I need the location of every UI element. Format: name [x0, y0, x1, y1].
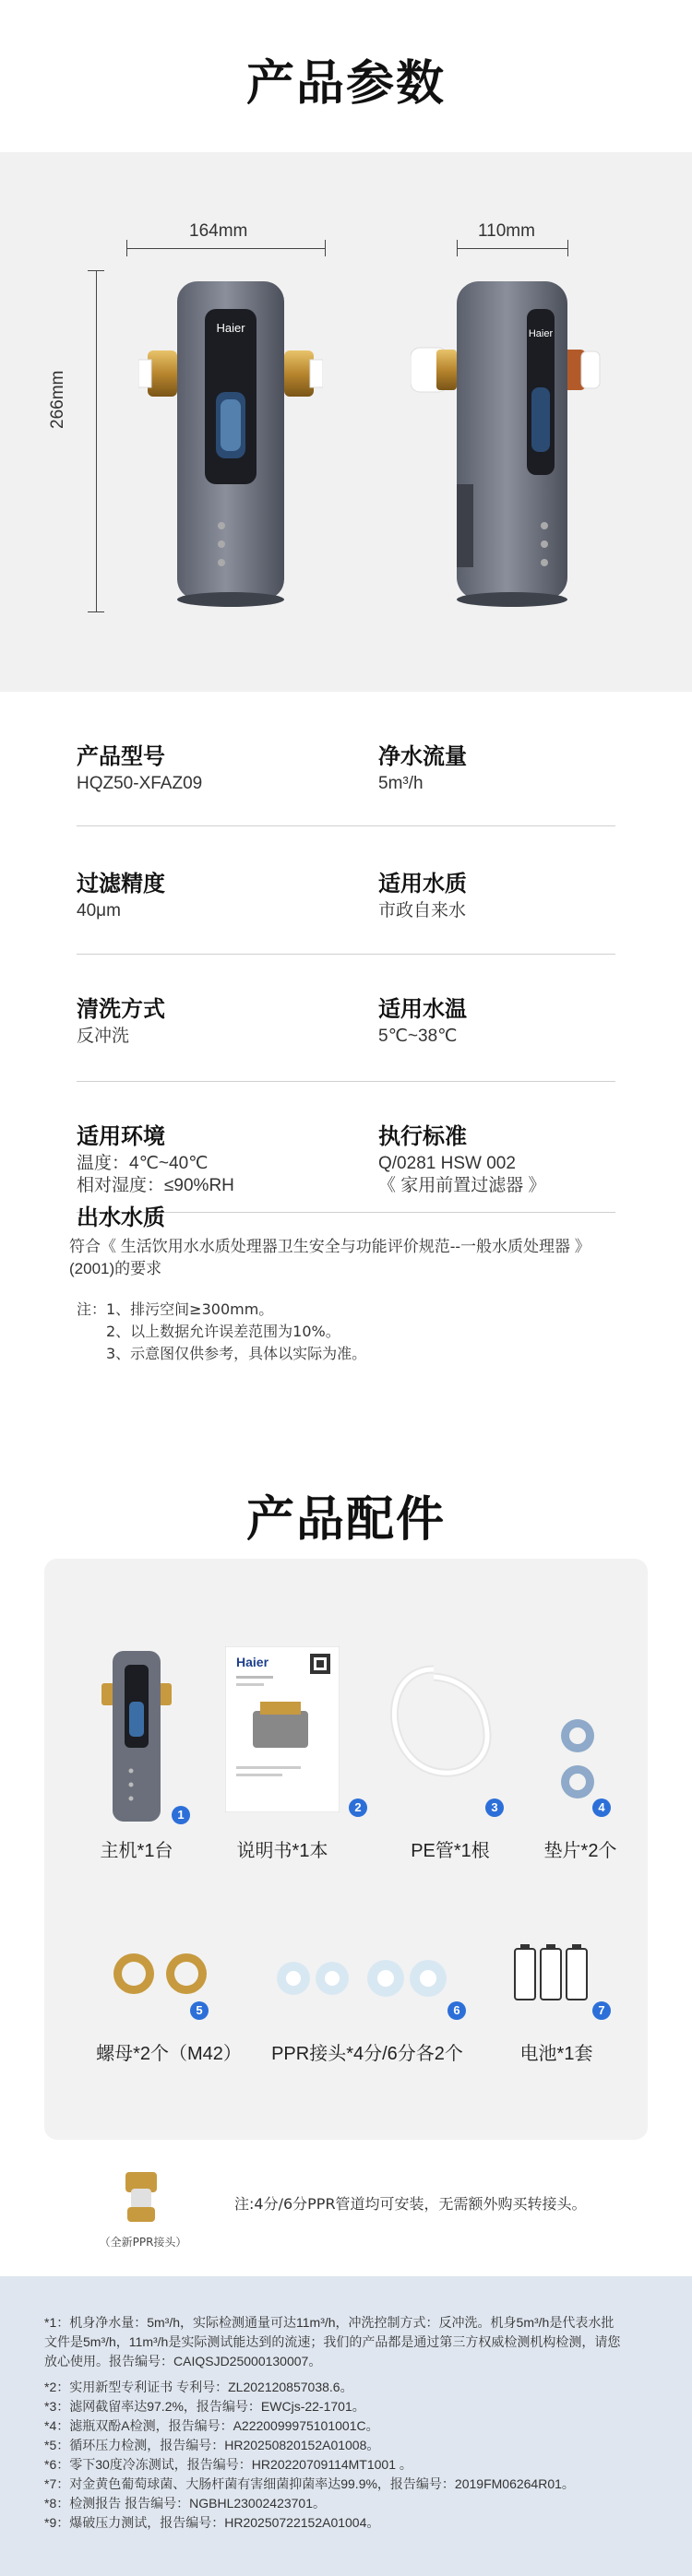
manual-image	[225, 1646, 340, 1812]
filter-front-image	[138, 263, 323, 623]
dim-tick-side-right	[567, 240, 568, 256]
spec-label-env: 适用环境	[77, 1123, 165, 1149]
accessory-label-gasket: 垫片*2个	[543, 1841, 617, 1861]
accessory-num-7: 7	[592, 2001, 611, 2020]
battery-image	[506, 1941, 598, 2006]
accessory-num-6: 6	[447, 2001, 466, 2020]
spec-label-water-type: 适用水质	[378, 871, 467, 896]
water-quality-line1: 符合《 生活饮用水水质处理器卫生安全与功能评价规范--一般水质处理器 》	[69, 1238, 591, 1255]
accessory-label-nut: 螺母*2个（M42）	[96, 2044, 242, 2064]
dim-line-front	[126, 248, 325, 249]
dim-height: 266mm	[48, 370, 67, 429]
spec-label-precision: 过滤精度	[77, 871, 165, 896]
accessory-num-1: 1	[172, 1806, 190, 1824]
remark-item: 1、排污空间≥300mm。	[106, 1300, 274, 1318]
host-image	[100, 1642, 173, 1826]
accessory-label-pe-pipe: PE管*1根	[411, 1841, 490, 1861]
spec-label-model: 产品型号	[77, 743, 165, 769]
accessory-num-3: 3	[485, 1798, 504, 1817]
spec-value-standard-name: 《 家用前置过滤器 》	[378, 1176, 546, 1195]
pe-pipe-image	[378, 1660, 498, 1789]
remark-item: 3、示意图仅供参考，具体以实际为准。	[106, 1345, 367, 1362]
footnote-line: *9：爆破压力测试，报告编号：HR20250722152A01004。	[44, 2515, 380, 2530]
accessory-num-5: 5	[190, 2001, 209, 2020]
spec-value-precision: 40μm	[77, 901, 121, 920]
dimension-panel	[0, 152, 692, 692]
dim-side-width: 110mm	[478, 221, 535, 241]
params-title: 产品参数	[245, 56, 446, 112]
footnote-line: 放心使用。报告编号：CAIQSJD25000130007。	[44, 2354, 322, 2368]
spec-value-temp: 5℃~38℃	[378, 1027, 458, 1046]
spec-value-env-humidity: 相对湿度：≤90%RH	[77, 1176, 234, 1195]
spec-label-standard: 执行标准	[378, 1123, 467, 1149]
remarks-prefix: 注：	[77, 1300, 107, 1318]
spec-divider	[77, 825, 615, 826]
dim-line-side	[457, 248, 567, 249]
ppr-new-image	[118, 2163, 164, 2227]
ppr-note: 注:4分/6分PPR管道均可安装，无需额外购买转接头。	[234, 2195, 587, 2213]
spec-divider	[77, 1081, 615, 1082]
footnote-line: *3：滤网截留率达97.2%，报告编号：EWCjs-22-1701。	[44, 2399, 365, 2414]
footnote-line: *2：实用新型专利证书 专利号：ZL202120857038.6。	[44, 2380, 353, 2394]
spec-value-model: HQZ50-XFAZ09	[77, 774, 203, 793]
accessory-num-2: 2	[349, 1798, 367, 1817]
spec-value-clean: 反冲洗	[77, 1027, 130, 1046]
spec-label-flow: 净水流量	[378, 743, 467, 769]
spec-divider	[77, 954, 615, 955]
footnote-line: 文件是5m³/h，11m³/h是实际测试能达到的流速；我们的产品都是通过第三方权威检测机构检测，请您	[44, 2334, 621, 2349]
accessory-label-battery: 电池*1套	[519, 2044, 593, 2064]
accessories-panel	[44, 1559, 648, 2140]
svg-text:Haier: Haier	[236, 1655, 269, 1669]
footnote-line: *8：检测报告 报告编号：NGBHL23002423701。	[44, 2496, 327, 2511]
footnote-line: *6：零下30度冷冻测试，报告编号：HR20220709114MT1001 。	[44, 2457, 412, 2472]
accessory-num-4: 4	[592, 1798, 611, 1817]
nut-image	[111, 1946, 212, 2001]
accessory-label-ppr: PPR接头*4分/6分各2个	[271, 2044, 463, 2064]
svg-text:Haier: Haier	[528, 328, 554, 339]
accessories-title: 产品配件	[245, 1492, 446, 1548]
footnotes-panel	[0, 2276, 692, 2576]
remark-item: 2、以上数据允许误差范围为10%。	[106, 1323, 340, 1340]
spec-value-flow: 5m³/h	[378, 774, 424, 793]
water-quality-label: 出水水质	[77, 1205, 165, 1230]
spec-label-clean: 清洗方式	[77, 996, 165, 1022]
dim-tick-bottom	[88, 611, 104, 612]
spec-value-standard: Q/0281 HSW 002	[378, 1154, 516, 1173]
ppr-caption: （全新PPR接头）	[99, 2236, 187, 2249]
dim-tick-right	[325, 240, 326, 256]
dim-tick-top	[88, 270, 104, 271]
dim-front-width: 164mm	[189, 221, 248, 241]
water-quality-line2: (2001)的要求	[69, 1260, 162, 1277]
ppr-fitting-image	[273, 1955, 458, 2001]
filter-side-image	[411, 263, 623, 623]
footnote-line: *4：滤瓶双酚A检测，报告编号：A2220099975101001C。	[44, 2418, 379, 2433]
spec-label-temp: 适用水温	[378, 996, 467, 1022]
spec-value-water-type: 市政自来水	[378, 901, 467, 920]
gasket-image	[554, 1715, 602, 1808]
footnote-line: *7：对金黄色葡萄球菌、大肠杆菌有害细菌抑菌率达99.9%，报告编号：2019FM06264R01。	[44, 2476, 575, 2491]
footnote-line: *5：循环压力检测，报告编号：HR20250820152A01008。	[44, 2438, 380, 2452]
footnote-line: *1：机身净水量：5m³/h，实际检测通量可达11m³/h，冲洗控制方式：反冲洗。机身5m³/h是代表水批	[44, 2315, 614, 2330]
dim-line-height	[96, 270, 97, 611]
spec-value-env-temp: 温度：4℃~40℃	[77, 1154, 209, 1173]
accessory-label-manual: 说明书*1本	[236, 1841, 328, 1861]
svg-text:Haier: Haier	[216, 321, 245, 335]
accessory-label-host: 主机*1台	[100, 1841, 173, 1861]
